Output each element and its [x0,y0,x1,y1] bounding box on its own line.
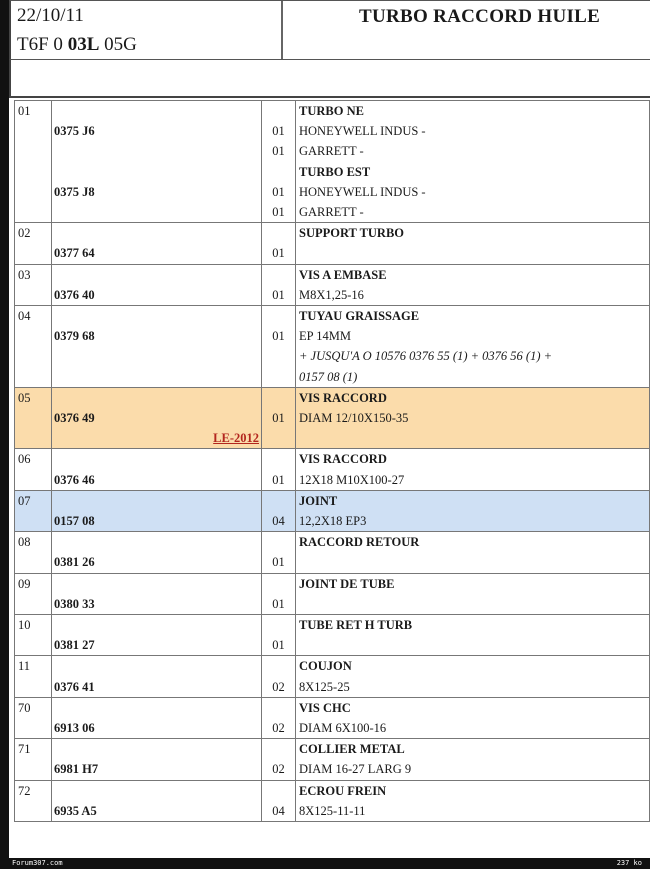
quantity [262,367,295,387]
part-reference-cell [52,387,262,449]
table-row [15,697,650,738]
quantity [262,739,295,759]
part-reference-cell [52,449,262,490]
part-reference-cell [52,223,262,264]
quantity: 01 [272,329,285,344]
designation-detail: 12X18 M10X100-27 [299,472,405,487]
ref-suffix: 05G [99,34,137,55]
table-row [15,490,650,531]
designation-cell [296,387,650,449]
part-reference-cell [52,615,262,656]
quantity: 01 [272,204,285,219]
part-reference-cell [52,490,262,531]
revision-badge[interactable]: LE-2012 [213,431,259,446]
part-reference [52,574,261,594]
designation-title: VIS RACCORD [299,452,387,467]
part-reference-cell [52,101,262,223]
designation-detail [299,635,649,655]
table-row [15,656,650,697]
designation-title: ECROU FREIN [299,783,387,798]
designation-cell [296,532,650,573]
designation-cell [296,780,650,821]
quantity: 04 [272,514,285,529]
part-reference-cell [52,780,262,821]
designation-title: VIS A EMBASE [299,267,387,282]
quantity [262,428,295,448]
part-reference: 0381 26 [54,555,95,570]
part-reference [52,367,261,387]
part-reference: 0377 64 [54,246,95,261]
designation-cell [296,573,650,614]
designation-detail [299,552,649,572]
designation-note: + JUSQU'A O 10576 0376 55 (1) + 0376 56 (1) + [299,349,553,364]
designation-title: JOINT DE TUBE [299,576,395,591]
part-reference [52,141,261,161]
table-row [15,780,650,821]
part-reference-cell [52,306,262,388]
position-number: 72 [15,780,52,821]
designation-detail: HONEYWELL INDUS - [299,184,426,199]
table-row [15,387,650,449]
table-row [15,573,650,614]
designation-cell [296,306,650,388]
quantity [262,532,295,552]
quantity [262,491,295,511]
designation-cell [296,449,650,490]
quantity [262,574,295,594]
table-row [15,449,650,490]
part-reference-cell [52,573,262,614]
table-row [15,306,650,388]
table-row [15,223,650,264]
designation-detail: DIAM 16-27 LARG 9 [299,762,412,777]
designation-title: SUPPORT TURBO [299,226,405,241]
quantity [262,615,295,635]
parts-sheet [9,0,650,858]
page-left-edge [0,0,9,869]
part-reference: 0376 49 [54,411,95,426]
designation-note: 0157 08 (1) [299,369,358,384]
table-row [15,532,650,573]
table-row [15,101,650,223]
designation-detail [299,428,649,448]
quantity [262,781,295,801]
part-reference-cell [52,264,262,305]
part-reference: 0376 40 [54,287,95,302]
part-reference: 0379 68 [54,329,95,344]
designation-cell [296,697,650,738]
quantity-cell [262,264,296,305]
quantity-cell [262,449,296,490]
designation-title: TUYAU GRAISSAGE [299,309,420,324]
header-info-cell [11,1,283,59]
ref-bold: 03L [67,34,100,55]
quantity-cell [262,101,296,223]
designation-detail: GARRETT - [299,205,364,220]
part-reference [52,781,261,801]
part-reference [52,449,261,469]
quantity: 01 [272,411,285,426]
quantity: 02 [272,679,285,694]
part-reference [52,615,261,635]
designation-title: VIS CHC [299,700,351,715]
position-number: 03 [15,264,52,305]
header-spacer-row [9,60,650,98]
designation-detail: EP 14MM [299,329,351,344]
part-reference: 6935 A5 [54,803,97,818]
designation-cell [296,264,650,305]
part-reference [52,491,261,511]
quantity-cell [262,387,296,449]
part-reference [52,698,261,718]
ref-prefix: T6F 0 [17,34,68,55]
quantity: 02 [272,762,285,777]
designation-title: TURBO EST [299,164,371,179]
watermark-site: Forum307.com [12,859,63,867]
designation-detail [299,594,649,614]
position-number: 04 [15,306,52,388]
quantity-cell [262,532,296,573]
part-reference-cell [52,697,262,738]
position-number: 07 [15,490,52,531]
designation-title: TURBO NE [299,104,364,118]
designation-detail: 8X125-25 [299,679,350,694]
quantity [262,223,295,243]
table-row [15,615,650,656]
quantity [262,265,295,285]
designation-detail: M8X1,25-16 [299,287,364,302]
designation-cell [296,615,650,656]
quantity: 01 [272,472,285,487]
part-reference: 0375 J6 [54,124,95,139]
designation-cell [296,101,650,223]
position-number: 05 [15,387,52,449]
designation-detail: 8X125-11-11 [299,803,366,818]
quantity-cell [262,656,296,697]
quantity: 04 [272,803,285,818]
part-reference [52,388,261,408]
part-reference [52,346,261,366]
designation-detail: GARRETT - [299,144,364,159]
part-reference [52,532,261,552]
page-title: TURBO RACCORD HUILE [359,6,601,27]
position-number: 10 [15,615,52,656]
designation-title: VIS RACCORD [299,390,387,405]
part-reference [52,739,261,759]
part-reference [52,101,261,121]
quantity: 01 [272,124,285,139]
watermark-size: 237 ko [616,859,642,867]
part-reference: 6913 06 [54,721,95,735]
part-reference: 0381 27 [54,638,95,653]
part-reference [52,656,261,676]
designation-title: JOINT [299,493,338,508]
position-number: 71 [15,739,52,780]
designation-detail: DIAM 6X100-16 [299,721,387,736]
part-reference: 6981 H7 [54,762,99,777]
designation-title: COUJON [299,659,352,674]
sheet-header [9,0,650,60]
part-reference: 0375 J8 [54,184,95,199]
part-reference: 0157 08 [54,514,95,529]
position-number: 11 [15,656,52,697]
quantity-cell [262,697,296,738]
quantity [262,101,295,121]
part-reference [52,162,261,182]
part-reference [52,265,261,285]
designation-detail [299,243,649,263]
watermark-bar [0,858,650,869]
quantity: 01 [272,246,285,261]
part-reference [52,223,261,243]
quantity: 01 [272,144,285,159]
position-number: 09 [15,573,52,614]
designation-detail: DIAM 12/10X150-35 [299,411,409,426]
designation-cell [296,739,650,780]
designation-detail: HONEYWELL INDUS - [299,124,426,139]
part-reference: 0376 41 [54,679,95,694]
quantity [262,346,295,366]
quantity-cell [262,739,296,780]
designation-cell [296,656,650,697]
part-reference [52,202,261,222]
quantity: 01 [272,184,285,199]
designation-title: COLLIER METAL [299,742,405,757]
quantity [262,306,295,326]
part-reference [52,306,261,326]
quantity [262,388,295,408]
quantity-cell [262,780,296,821]
quantity-cell [262,306,296,388]
quantity [262,656,295,676]
part-reference-cell [52,532,262,573]
position-number: 06 [15,449,52,490]
quantity-cell [262,573,296,614]
position-number: 02 [15,223,52,264]
table-row [15,264,650,305]
part-reference: 0380 33 [54,596,95,611]
part-reference: 0376 46 [54,472,95,487]
quantity-cell [262,223,296,264]
quantity: 01 [272,555,285,570]
position-number: 08 [15,532,52,573]
quantity [262,449,295,469]
parts-table [14,100,650,822]
position-number: 01 [15,101,52,223]
part-reference-cell [52,656,262,697]
designation-title: RACCORD RETOUR [299,535,420,550]
part-reference-cell [52,739,262,780]
designation-cell [296,490,650,531]
position-number: 70 [15,697,52,738]
designation-detail: 12,2X18 EP3 [299,514,367,529]
table-row [15,739,650,780]
header-reference [17,34,137,56]
quantity [262,698,295,718]
quantity-cell [262,615,296,656]
quantity: 01 [272,596,285,611]
header-date: 22/10/11 [17,5,84,26]
designation-cell [296,223,650,264]
quantity-cell [262,490,296,531]
designation-title: TUBE RET H TURB [299,618,413,633]
quantity: 01 [272,638,285,653]
quantity: 01 [272,287,285,302]
quantity: 02 [272,721,285,735]
quantity [262,162,295,182]
